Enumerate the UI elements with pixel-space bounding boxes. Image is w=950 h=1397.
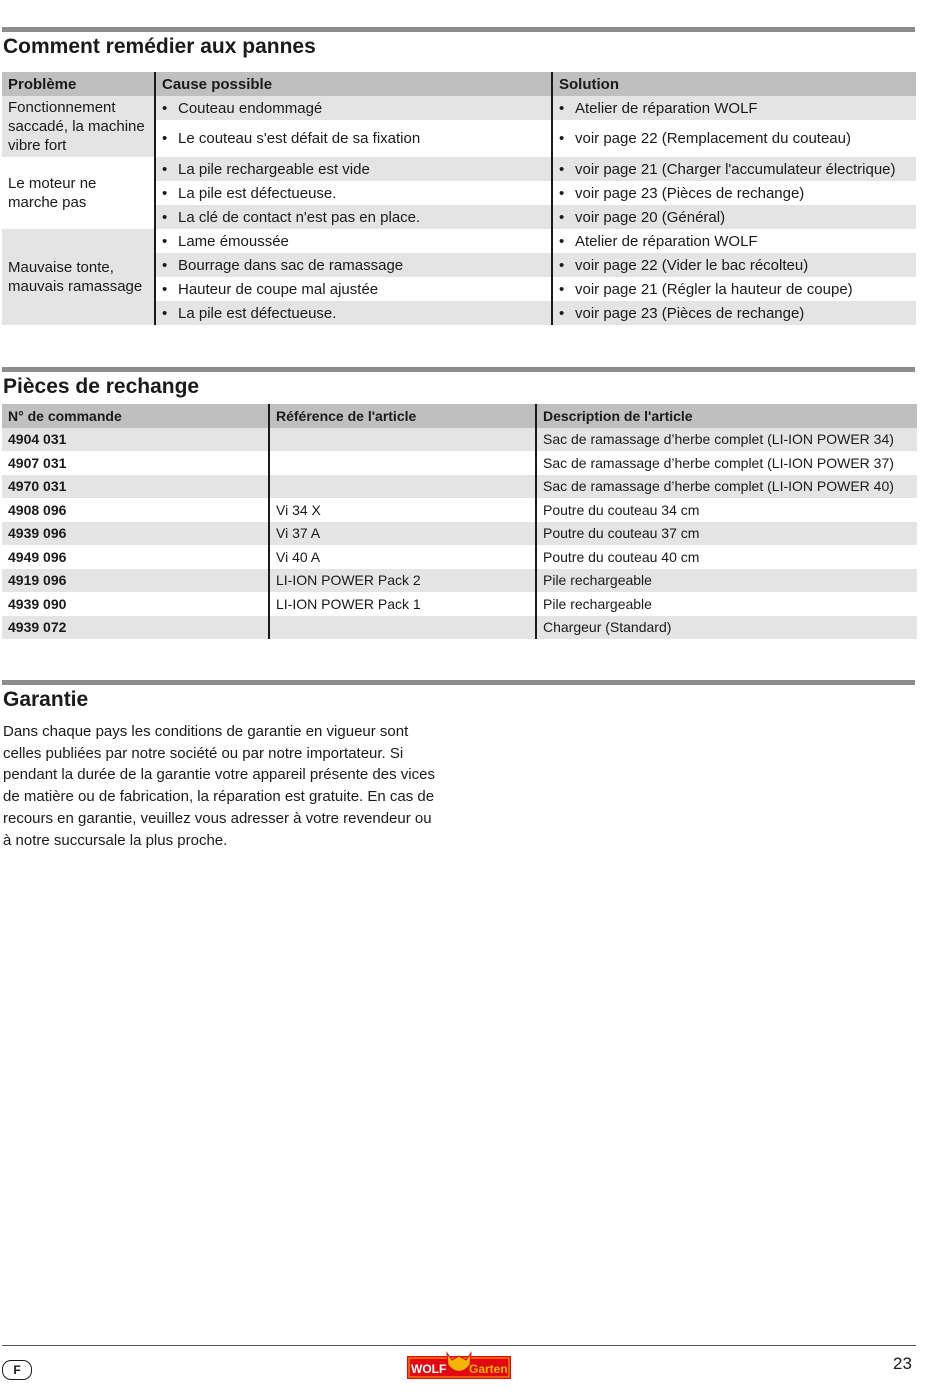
article-description: Poutre du couteau 34 cm [543, 501, 700, 518]
order-number: 4907 031 [2, 451, 269, 475]
order-number: 4908 096 [2, 498, 269, 522]
cause-cell: • Lame émoussée [155, 229, 552, 253]
table-row [2, 96, 916, 120]
warranty-line: recours en garantie, veuillez vous adresser à votre revendeur ou [3, 809, 432, 827]
warranty-title: Garantie [3, 688, 89, 711]
section-rule [2, 27, 915, 32]
cause-cell: • Hauteur de coupe mal ajustée [155, 277, 552, 301]
solution-cell: • voir page 21 (Régler la hauteur de coupe) [559, 280, 853, 298]
troubleshooting-table [2, 72, 916, 325]
warranty-line: pendant la durée de la garantie votre appareil présente des vices [3, 766, 435, 784]
article-description: Sac de ramassage d’herbe complet (LI-ION POWER 40) [536, 475, 917, 499]
article-reference [269, 451, 536, 475]
cause-cell: • Couteau endommagé [155, 96, 552, 120]
section-rule [2, 367, 915, 372]
cause-cell: • La clé de contact n'est pas en place. [155, 205, 552, 229]
table-row [2, 592, 917, 616]
header-solution: Solution [552, 72, 916, 96]
solution-cell: • voir page 23 (Pièces de rechange) [552, 301, 916, 325]
article-description: Chargeur (Standard) [536, 616, 917, 640]
table-header-row [2, 404, 917, 428]
article-description: Sac de ramassage d’herbe complet (LI-ION POWER 34) [536, 428, 917, 452]
footer-rule [2, 1345, 916, 1346]
table-row [2, 616, 917, 640]
order-number: 4970 031 [2, 475, 269, 499]
article-reference: LI-ION POWER Pack 2 [269, 569, 536, 593]
solution-cell: • Atelier de réparation WOLF [559, 232, 758, 250]
cause-cell: • La pile est défectueuse. [155, 181, 552, 205]
header-order-number: N° de commande [2, 404, 269, 428]
article-reference [269, 475, 536, 499]
article-reference: Vi 37 A [269, 522, 536, 546]
article-description: Poutre du couteau 37 cm [536, 522, 917, 546]
parts-table [2, 404, 917, 639]
table-row [2, 475, 917, 499]
order-number: 4904 031 [2, 428, 269, 452]
cause-cell: • La pile rechargeable est vide [155, 157, 552, 181]
warranty-line: à notre succursale la plus proche. [3, 831, 228, 849]
header-article-reference: Référence de l'article [269, 404, 536, 428]
header-article-description: Description de l'article [536, 404, 917, 428]
warranty-text [3, 721, 453, 851]
troubleshooting-title: Comment remédier aux pannes [3, 35, 316, 58]
article-reference: Vi 40 A [269, 545, 536, 569]
article-description: Sac de ramassage d’herbe complet (LI-ION POWER 37) [543, 454, 894, 471]
table-row [2, 157, 916, 181]
article-reference: LI-ION POWER Pack 1 [269, 592, 536, 616]
solution-cell: • voir page 22 (Vider le bac récolteu) [552, 253, 916, 277]
logo-brand-left: WOLF [411, 1362, 447, 1376]
solution-cell: • Atelier de réparation WOLF [552, 96, 916, 120]
order-number: 4939 072 [2, 616, 269, 640]
solution-cell: • voir page 21 (Charger l'accumulateur électrique) [552, 157, 916, 181]
table-row [2, 522, 917, 546]
problem-cell: Le moteur ne marche pas [2, 157, 155, 229]
header-cause: Cause possible [155, 72, 552, 96]
wolf-garten-logo [407, 1351, 511, 1379]
article-description: Poutre du couteau 40 cm [543, 548, 700, 565]
solution-cell: • voir page 22 (Remplacement du couteau) [559, 130, 851, 147]
order-number: 4949 096 [2, 545, 269, 569]
solution-cell: • voir page 20 (Général) [552, 205, 916, 229]
article-reference [269, 616, 536, 640]
cause-cell: • La pile est défectueuse. [155, 301, 552, 325]
warranty-line: Dans chaque pays les conditions de garantie en vigueur sont [3, 723, 409, 740]
article-description: Pile rechargeable [536, 569, 917, 593]
cause-cell: • Le couteau s'est défait de sa fixation [155, 120, 552, 157]
language-badge: F [2, 1360, 32, 1380]
table-row [2, 498, 917, 522]
article-reference [269, 428, 536, 452]
order-number: 4939 090 [2, 592, 269, 616]
logo-brand-right: Garten [469, 1362, 508, 1376]
table-row [2, 229, 916, 253]
page-number: 23 [893, 1354, 912, 1373]
warranty-line: celles publiées par notre société ou par notre importateur. Si [3, 744, 404, 762]
parts-title: Pièces de rechange [3, 375, 200, 398]
section-rule [2, 680, 915, 685]
warranty-line: de matière ou de fabrication, la réparation est gratuite. En cas de [3, 788, 435, 806]
cause-cell: • Bourrage dans sac de ramassage [155, 253, 552, 277]
problem-cell: Fonctionnement saccadé, la machine vibre fort [2, 96, 155, 157]
problem-cell: Mauvaise tonte, mauvais ramassage [2, 229, 155, 325]
article-reference: Vi 34 X [269, 498, 536, 522]
table-row [2, 569, 917, 593]
table-row [2, 545, 917, 569]
table-row [2, 451, 917, 475]
table-row [2, 428, 917, 452]
header-problem: Problème [2, 72, 155, 96]
solution-cell: • voir page 23 (Pièces de rechange) [559, 184, 805, 202]
table-header-row [2, 72, 916, 96]
article-description: Pile rechargeable [543, 595, 652, 612]
order-number: 4939 096 [2, 522, 269, 546]
order-number: 4919 096 [2, 569, 269, 593]
